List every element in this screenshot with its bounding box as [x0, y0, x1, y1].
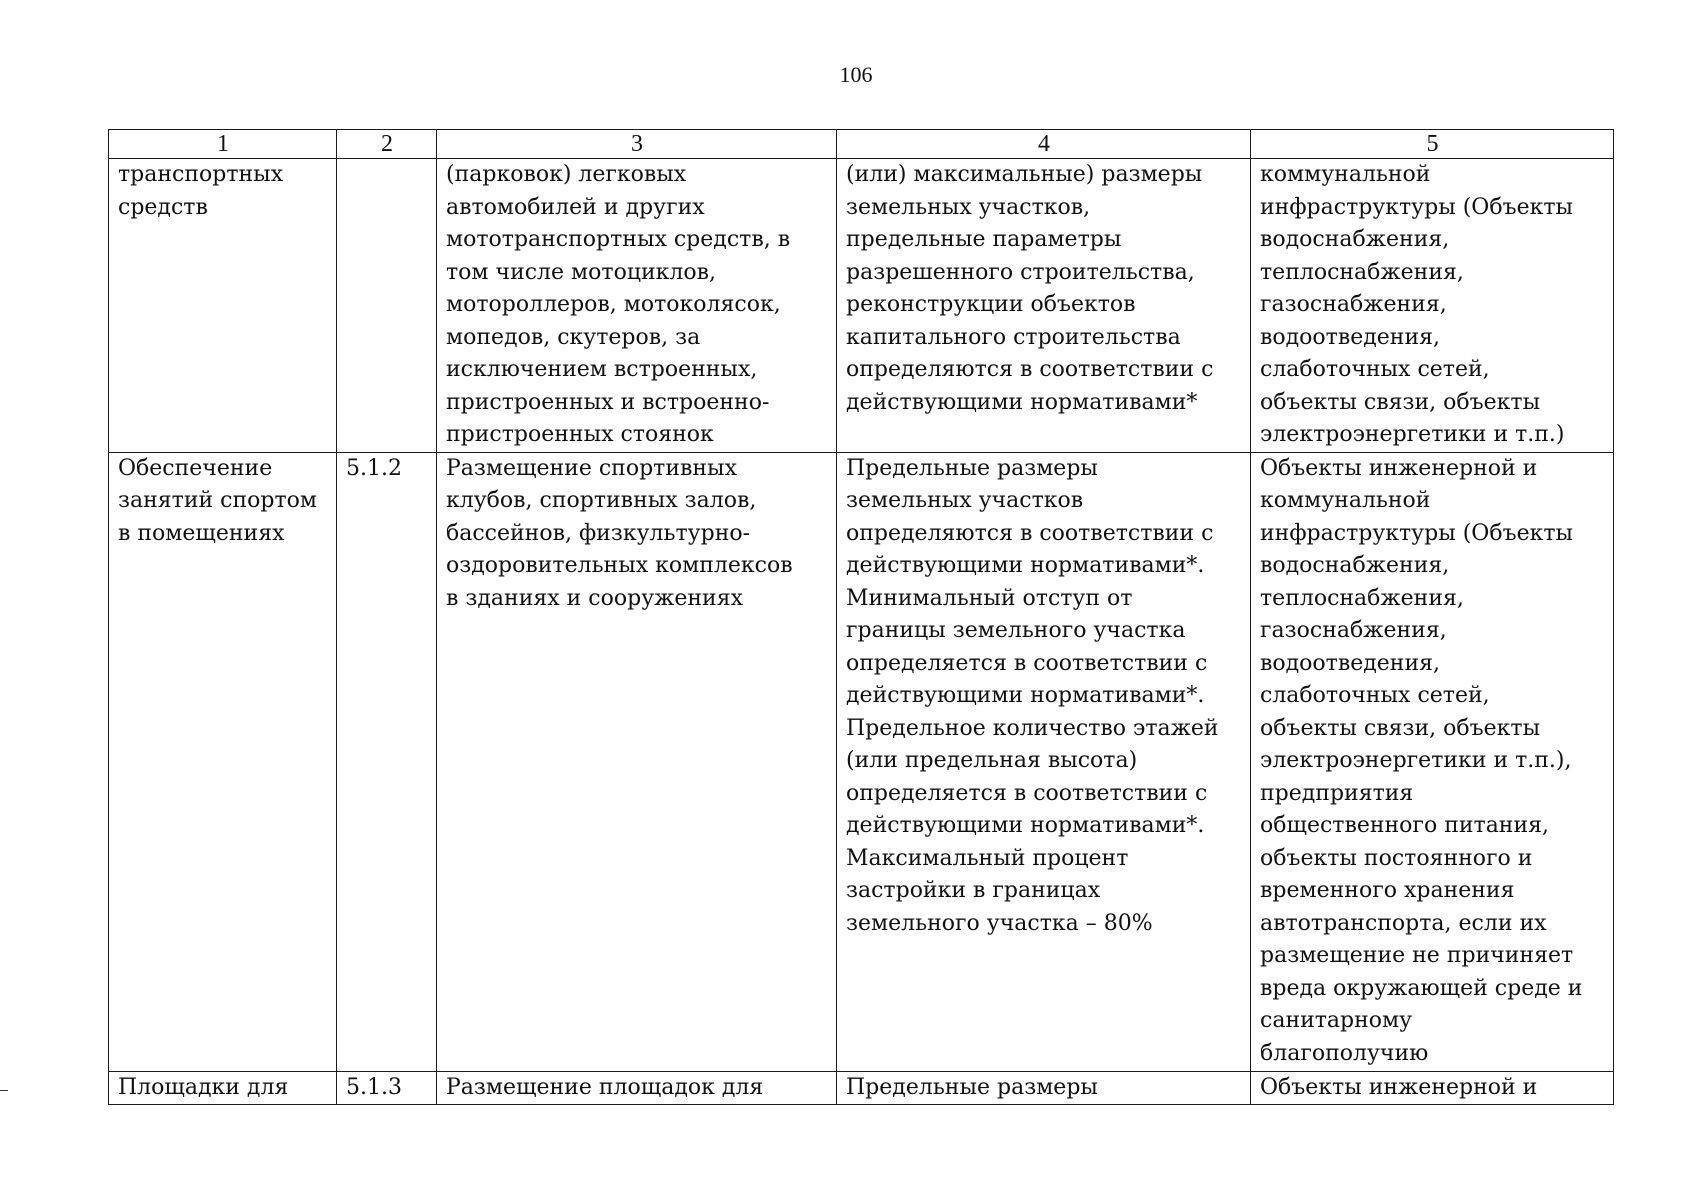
code-cell — [337, 452, 437, 1071]
description-cell — [437, 452, 837, 1071]
header-col-1: 1 — [109, 130, 337, 159]
table-row — [109, 1071, 1614, 1104]
page-number: 106 — [839, 62, 873, 87]
code-text: 5.1.2 — [346, 455, 402, 481]
use-type-text: Обеспечение занятий спортом в помещениях — [118, 455, 317, 546]
land-use-regulations-table — [108, 129, 1614, 1105]
description-text: Размещение спортивных клубов, спортивных залов, бассейнов, физкультурно- оздоровительных комплексов в зданиях и сооружениях — [446, 455, 793, 611]
description-text: (парковок) легковых автомобилей и других мототранспортных средств, в том числе мотоциклов, мотороллеров, мотоколясок, мопедов, скутеров, за исключением встроенных, пристроенных и встроенно- пристроенных стоянок — [446, 162, 791, 447]
table-header-row — [109, 130, 1614, 159]
use-type-text: Площадки для — [118, 1074, 289, 1100]
parameters-cell — [837, 159, 1251, 453]
table-row — [109, 452, 1614, 1071]
use-type-cell — [109, 159, 337, 453]
parameters-text: Предельные размеры — [846, 1074, 1098, 1100]
use-type-text: транспортных средств — [118, 162, 284, 220]
scan-edge-mark — [0, 1090, 8, 1091]
parameters-cell — [837, 1071, 1251, 1104]
auxiliary-uses-cell — [1251, 1071, 1614, 1104]
code-cell — [337, 159, 437, 453]
description-cell — [437, 1071, 837, 1104]
header-col-2: 2 — [337, 130, 437, 159]
parameters-text: Предельные размеры земельных участков определяются в соответствии с действующими нормативами*. Минимальный отступ от границы земельного участка определяется в соответствии с действующими нормативами*. Предельное количество этажей (или предельная высота) определяется в соответствии с действующими нормативами*. Максимальный процент застройки в границах земельного участка – 80% — [846, 455, 1219, 936]
table-row — [109, 159, 1614, 453]
description-text: Размещение площадок для — [446, 1074, 764, 1100]
code-cell — [337, 1071, 437, 1104]
parameters-text: (или) максимальные) размеры земельных участков, предельные параметры разрешенного строительства, реконструкции объектов капитального строительства определяются в соответствии с действующими нормативами* — [846, 162, 1214, 415]
use-type-cell — [109, 452, 337, 1071]
auxiliary-uses-text: Объекты инженерной и — [1260, 1074, 1538, 1100]
auxiliary-uses-text: коммунальной инфраструктуры (Объекты водоснабжения, теплоснабжения, газоснабжения, водоотведения, слаботочных сетей, объекты связи, объекты электроэнергетики и т.п.) — [1260, 162, 1574, 447]
header-col-5: 5 — [1251, 130, 1614, 159]
parameters-cell — [837, 452, 1251, 1071]
auxiliary-uses-text: Объекты инженерной и коммунальной инфраструктуры (Объекты водоснабжения, теплоснабжения, газоснабжения, водоотведения, слаботочных сетей, объекты связи, объекты электроэнергетики и т.п.), предприятия общественного питания, объекты постоянного и временного хранения автотранспорта, если их размещение не причиняет вреда окружающей среде и санитарному благополучию — [1260, 455, 1583, 1066]
use-type-cell — [109, 1071, 337, 1104]
auxiliary-uses-cell — [1251, 452, 1614, 1071]
code-text: 5.1.3 — [346, 1074, 402, 1100]
auxiliary-uses-cell — [1251, 159, 1614, 453]
header-col-4: 4 — [837, 130, 1251, 159]
description-cell — [437, 159, 837, 453]
header-col-3: 3 — [437, 130, 837, 159]
